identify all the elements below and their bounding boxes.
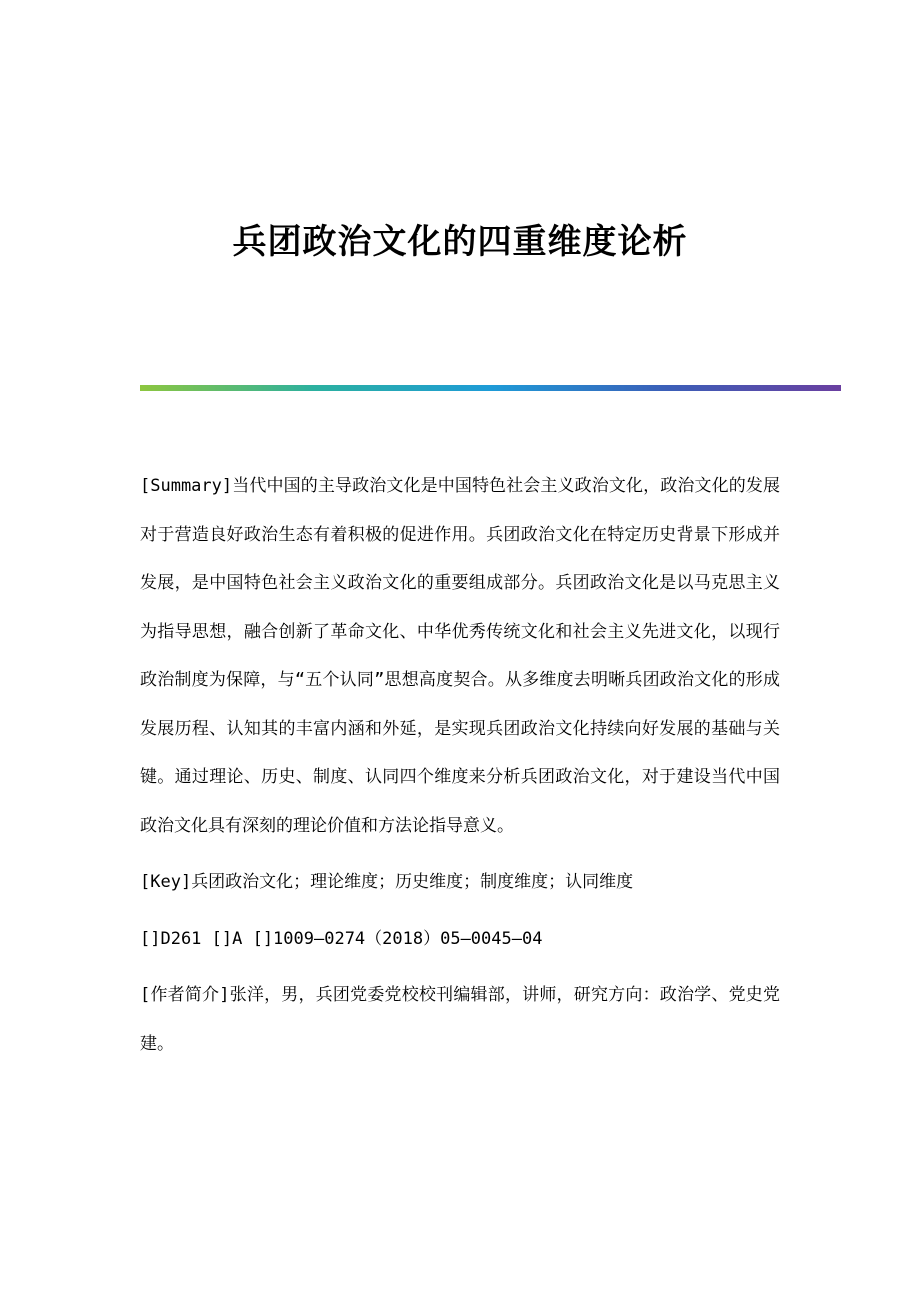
summary-text: 当代中国的主导政治文化是中国特色社会主义政治文化，政治文化的发展对于营造良好政治生态有着积极的促进作用。兵团政治文化在特定历史背景下形成并发展，是中国特色社会主义政治文化的重要组成部分。兵团政治文化是以马克思主义为指导思想，融合创新了革命文化、中华优秀传统文化和社会主义先进文化，以现行政治制度为保障，与“五个认同”思想高度契合。从多维度去明晰兵团政治文化的形成发展历程、认知其的丰富内涵和外延，是实现兵团政治文化持续向好发展的基础与关键。通过理论、历史、制度、认同四个维度来分析兵团政治文化，对于建设当代中国政治文化具有深刻的理论价值和方法论指导意义。 — [140, 476, 780, 836]
classification-paragraph — [140, 915, 780, 964]
classification-text: []D261 []A []1009—0274（2018）05—0045—04 — [140, 928, 543, 949]
keywords-tag: [Key] — [140, 872, 192, 892]
summary-paragraph — [140, 462, 780, 850]
summary-tag: [Summary] — [140, 476, 233, 496]
author-tag: [作者简介] — [140, 985, 230, 1005]
author-paragraph — [140, 971, 780, 1068]
keywords-paragraph — [140, 858, 780, 907]
keywords-text: 兵团政治文化；理论维度；历史维度；制度维度；认同维度 — [191, 872, 634, 892]
document-title: 兵团政治文化的四重维度论析 — [232, 222, 688, 262]
author-text: 张洋，男，兵团党委党校校刊编辑部，讲师，研究方向：政治学、党史党建。 — [140, 985, 780, 1054]
document-body — [140, 462, 780, 1068]
title-divider — [140, 385, 841, 391]
